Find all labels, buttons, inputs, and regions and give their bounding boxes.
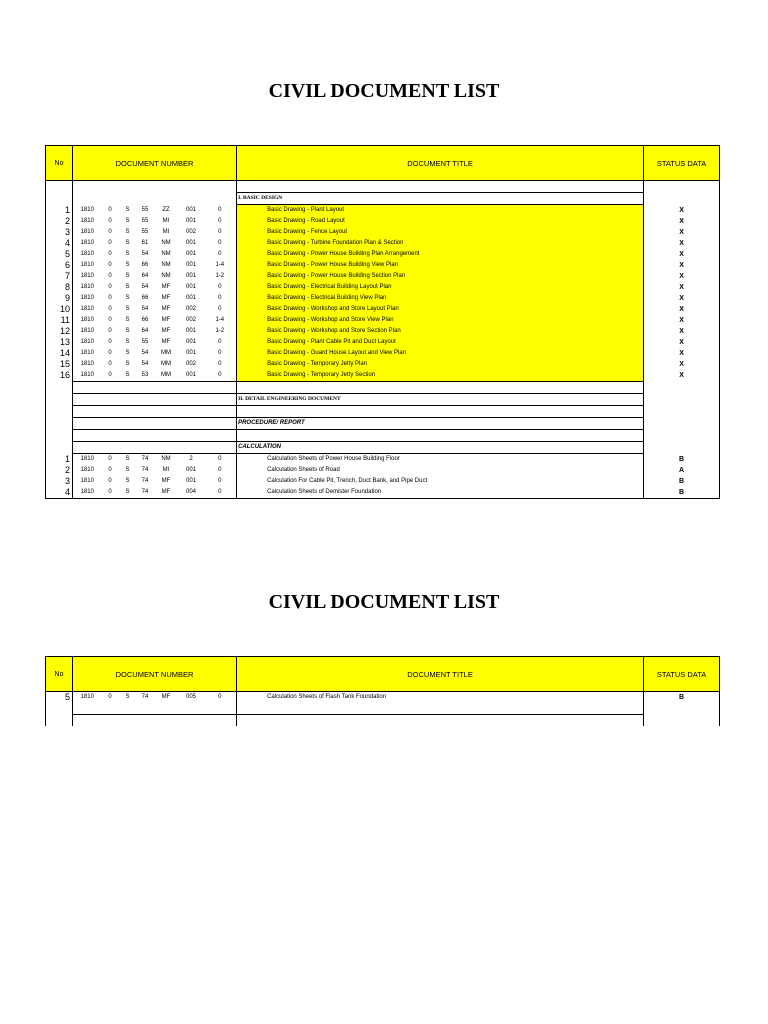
status-data: X <box>644 370 720 382</box>
doc-number-part: 0 <box>108 218 112 224</box>
doc-number-part: 001 <box>185 218 196 224</box>
doc-number-part: S <box>125 372 130 378</box>
doc-number-part: ZZ <box>162 206 170 213</box>
doc-number-part: 0 <box>108 240 112 246</box>
row-no: 2 <box>46 465 73 476</box>
table-row <box>46 249 720 260</box>
doc-number-part: 66 <box>141 317 149 323</box>
doc-number-empty <box>73 430 237 442</box>
doc-number-part: 74 <box>141 467 149 473</box>
doc-number-part: S <box>125 694 130 700</box>
spacer <box>237 430 644 442</box>
doc-number-part: S <box>125 350 130 356</box>
doc-number-part: 0 <box>204 465 237 476</box>
doc-number-part: 55 <box>141 206 149 213</box>
doc-number-part: NM <box>161 262 171 268</box>
doc-number-part: S <box>125 218 130 224</box>
doc-number-part: 74 <box>141 478 149 484</box>
row-no: 12 <box>46 326 73 337</box>
document-title: Basic Drawing - Temporary Jetty Section <box>237 370 644 382</box>
doc-number-part: 53 <box>141 372 149 378</box>
doc-number-part: 0 <box>108 306 112 312</box>
status-data: X <box>644 304 720 315</box>
doc-number-part: 0 <box>108 350 112 356</box>
row-no: 14 <box>46 348 73 359</box>
doc-number-part: MI <box>162 467 170 473</box>
doc-number-part: 0 <box>204 487 237 499</box>
doc-number-part: 0 <box>108 456 112 462</box>
doc-number-part: 0 <box>108 339 112 345</box>
doc-number-part: S <box>125 206 130 213</box>
doc-number-part: 61 <box>141 240 149 246</box>
doc-number-part: 74 <box>141 456 149 462</box>
doc-number-part: 001 <box>185 262 196 268</box>
doc-number-part: 0 <box>108 229 112 235</box>
page-title-2: CIVIL DOCUMENT LIST <box>268 591 500 613</box>
doc-number-part: 0 <box>108 295 112 301</box>
doc-number-part: NM <box>161 251 171 257</box>
doc-number-empty <box>73 406 237 418</box>
doc-number-part: 1810 <box>73 260 102 271</box>
doc-number-part: 1810 <box>73 315 102 326</box>
doc-number-part: 2 <box>189 456 193 462</box>
doc-number-part: MF <box>154 487 179 499</box>
doc-number-part: 0 <box>102 487 119 499</box>
row-no-empty <box>46 181 73 193</box>
document-title: Basic Drawing - Plant Cable Pit and Duct Layout <box>237 337 644 348</box>
doc-number-part: MF <box>161 328 171 334</box>
doc-number-part: 55 <box>141 229 149 235</box>
doc-number-part: MF <box>161 694 171 700</box>
status-data: X <box>644 205 720 217</box>
doc-number-part: S <box>125 273 130 279</box>
row-no: 5 <box>46 249 73 260</box>
doc-number-part: 0 <box>108 284 112 290</box>
status-empty <box>644 382 720 394</box>
doc-number-part: 1810 <box>73 476 102 487</box>
doc-number-part: 1810 <box>73 227 102 238</box>
status-data: X <box>644 348 720 359</box>
doc-number-part: 64 <box>141 273 149 279</box>
doc-number-part: 0 <box>204 454 237 466</box>
doc-number-part: 0 <box>108 206 112 213</box>
doc-number-part: 1810 <box>73 293 102 304</box>
row-no-empty <box>46 382 73 394</box>
doc-number-part: S <box>125 456 130 462</box>
table-row <box>46 359 720 370</box>
doc-number-part: S <box>125 262 130 268</box>
doc-number-part: 0 <box>204 205 237 217</box>
subsection-heading-row <box>46 418 720 430</box>
table-row <box>46 293 720 304</box>
doc-number-part: S <box>125 317 130 323</box>
doc-number-part: 0 <box>108 328 112 334</box>
doc-number-part: 0 <box>204 370 237 382</box>
doc-number-part: 1-2 <box>204 271 237 282</box>
doc-number-part: 54 <box>141 350 149 356</box>
doc-number-part: 0 <box>204 216 237 227</box>
doc-number-part: 0 <box>204 692 237 704</box>
subsection-heading: CALCULATION <box>237 442 644 454</box>
document-title: Basic Drawing - Plant Layout <box>237 205 644 217</box>
document-title: Basic Drawing - Turbine Foundation Plan & Section <box>237 238 644 249</box>
subsection-heading-row <box>46 442 720 454</box>
doc-number-part: 001 <box>185 251 196 257</box>
doc-number-part: 66 <box>141 295 149 301</box>
table-row <box>46 465 720 476</box>
doc-number-part: 1810 <box>73 454 102 466</box>
row-no-empty <box>46 418 73 430</box>
doc-number-part: 001 <box>185 206 196 213</box>
doc-number-empty <box>73 418 237 430</box>
row-no: 6 <box>46 260 73 271</box>
header-document-title: DOCUMENT TITLE <box>237 657 644 692</box>
doc-number-part: NM <box>161 240 171 246</box>
page-title: CIVIL DOCUMENT LIST <box>268 80 500 102</box>
document-title: Calculation Sheets of Demister Foundation <box>237 487 644 499</box>
header-no: No <box>46 657 73 692</box>
doc-number-part: 74 <box>137 487 154 499</box>
doc-number-part: 54 <box>141 361 149 367</box>
doc-number-part: 1810 <box>73 370 102 382</box>
section-heading: I. BASIC DESIGN <box>237 193 644 205</box>
doc-number-part: S <box>125 478 130 484</box>
spacer <box>237 406 644 418</box>
doc-number-part: S <box>125 251 130 257</box>
table-row <box>46 282 720 293</box>
document-table <box>45 145 720 499</box>
status-data: B <box>644 476 720 487</box>
doc-number-part: 001 <box>185 350 196 356</box>
header-document-number: DOCUMENT NUMBER <box>73 657 237 692</box>
table-row <box>46 216 720 227</box>
status-empty <box>644 181 720 193</box>
doc-number-part: S <box>119 487 137 499</box>
doc-number-part: MF <box>161 306 171 312</box>
row-no-empty <box>46 394 73 406</box>
row-no: 5 <box>46 692 73 704</box>
header-status-data: STATUS DATA <box>644 146 720 181</box>
doc-number-empty <box>73 193 237 205</box>
spacer-row <box>46 430 720 442</box>
doc-number-part: 1810 <box>73 348 102 359</box>
status-data: X <box>644 315 720 326</box>
doc-number-part: 1-4 <box>204 315 237 326</box>
status-data: X <box>644 337 720 348</box>
status-empty <box>644 193 720 205</box>
row-no: 16 <box>46 370 73 382</box>
doc-number-part: 0 <box>108 262 112 268</box>
row-no-empty <box>46 442 73 454</box>
table-row <box>46 315 720 326</box>
table-header-row <box>46 657 720 692</box>
doc-number-part: MI <box>162 218 170 224</box>
doc-number-part: 0 <box>204 282 237 293</box>
section-heading-row <box>46 394 720 406</box>
doc-number-part: 0 <box>204 238 237 249</box>
doc-number-part: 74 <box>141 694 149 700</box>
row-no: 7 <box>46 271 73 282</box>
section-heading-row <box>46 193 720 205</box>
subsection-heading: PROCEDURE/ REPORT <box>237 418 644 430</box>
doc-number-part: S <box>125 229 130 235</box>
row-no: 3 <box>46 476 73 487</box>
document-title: Basic Drawing - Workshop and Store Layout Plan <box>237 304 644 315</box>
doc-number-part: 0 <box>108 251 112 257</box>
table-row <box>46 271 720 282</box>
status-data: X <box>644 293 720 304</box>
spacer <box>237 181 644 193</box>
spacer-row <box>46 703 720 715</box>
doc-number-empty <box>73 394 237 406</box>
row-no-empty <box>46 193 73 205</box>
doc-number-part: 001 <box>185 240 196 246</box>
doc-number-part: 55 <box>141 339 149 345</box>
doc-number-part: MM <box>161 361 171 367</box>
spacer <box>237 715 644 727</box>
doc-number-part: 002 <box>185 306 196 312</box>
row-no: 10 <box>46 304 73 315</box>
doc-number-part: S <box>125 306 130 312</box>
document-title: Calculation For Cable Pit, Trench, Duct Bank, and Pipe Duct <box>237 476 644 487</box>
row-no: 4 <box>46 487 73 499</box>
doc-number-part: 64 <box>141 328 149 334</box>
table-row <box>46 326 720 337</box>
doc-number-empty <box>73 382 237 394</box>
row-no-empty <box>46 715 73 727</box>
doc-number-part: 001 <box>185 372 196 378</box>
row-no: 1 <box>46 454 73 466</box>
doc-number-part: 1810 <box>73 304 102 315</box>
doc-number-part: 001 <box>185 273 196 279</box>
status-empty <box>644 406 720 418</box>
doc-number-part: 0 <box>204 227 237 238</box>
document-title: Basic Drawing - Fence Layout <box>237 227 644 238</box>
table-row <box>46 227 720 238</box>
doc-number-empty <box>73 181 237 193</box>
document-title: Basic Drawing - Workshop and Store Section Plan <box>237 326 644 337</box>
doc-number-part: 1810 <box>73 249 102 260</box>
doc-number-part: 0 <box>108 694 112 700</box>
row-no: 3 <box>46 227 73 238</box>
doc-number-part: 0 <box>108 478 112 484</box>
doc-number-part: MI <box>162 229 170 235</box>
doc-number-part: MF <box>161 339 171 345</box>
status-data: X <box>644 216 720 227</box>
status-data: X <box>644 238 720 249</box>
spacer <box>237 703 644 715</box>
status-data: B <box>644 692 720 704</box>
status-data: X <box>644 359 720 370</box>
doc-number-part: 55 <box>141 218 149 224</box>
section-heading: II. DETAIL ENGINEERING DOCUMENT <box>237 394 644 406</box>
doc-number-part: 001 <box>185 328 196 334</box>
doc-number-part: 54 <box>141 284 149 290</box>
doc-number-part: 1810 <box>73 487 102 499</box>
doc-number-part: S <box>125 328 130 334</box>
status-empty <box>644 703 720 715</box>
table-row <box>46 260 720 271</box>
spacer-row <box>46 715 720 727</box>
status-empty <box>644 442 720 454</box>
doc-number-part: 1810 <box>73 337 102 348</box>
doc-number-part: S <box>125 361 130 367</box>
doc-number-part: 1-4 <box>204 260 237 271</box>
table-row <box>46 337 720 348</box>
status-empty <box>644 418 720 430</box>
doc-number-part: 0 <box>108 372 112 378</box>
table-row <box>46 454 720 466</box>
row-no-empty <box>46 703 73 715</box>
doc-number-part: 001 <box>185 295 196 301</box>
doc-number-part: 1-2 <box>204 326 237 337</box>
table-row <box>46 692 720 704</box>
doc-number-part: MF <box>161 295 171 301</box>
doc-number-part: 1810 <box>73 205 102 217</box>
doc-number-part: NM <box>161 456 171 462</box>
document-title: Calculation Sheets of Road <box>237 465 644 476</box>
doc-number-part: S <box>125 467 130 473</box>
doc-number-part: 0 <box>204 249 237 260</box>
doc-number-part: MF <box>161 478 171 484</box>
doc-number-part: 004 <box>179 487 204 499</box>
status-empty <box>644 394 720 406</box>
row-no: 11 <box>46 315 73 326</box>
row-no: 13 <box>46 337 73 348</box>
doc-number-part: 0 <box>204 293 237 304</box>
doc-number-part: 0 <box>204 337 237 348</box>
status-data: X <box>644 260 720 271</box>
table-row <box>46 370 720 382</box>
document-title: Basic Drawing - Power House Building View Plan <box>237 260 644 271</box>
header-document-number: DOCUMENT NUMBER <box>73 146 237 181</box>
doc-number-empty <box>73 715 237 727</box>
document-table-2 <box>45 656 720 726</box>
document-title: Basic Drawing - Electrical Building Layout Plan <box>237 282 644 293</box>
doc-number-part: MM <box>161 372 171 378</box>
spacer-row <box>46 181 720 193</box>
table-row <box>46 487 720 499</box>
doc-number-part: 002 <box>185 361 196 367</box>
doc-number-part: 0 <box>108 361 112 367</box>
header-document-title: DOCUMENT TITLE <box>237 146 644 181</box>
doc-number-part: 66 <box>141 262 149 268</box>
doc-number-part: 001 <box>185 478 196 484</box>
status-data: X <box>644 249 720 260</box>
spacer-row <box>46 406 720 418</box>
document-title: Basic Drawing - Power House Building Plan Arrangement <box>237 249 644 260</box>
table-header-row <box>46 146 720 181</box>
doc-number-part: 1810 <box>73 465 102 476</box>
status-data: X <box>644 227 720 238</box>
status-data: X <box>644 326 720 337</box>
doc-number-part: 001 <box>185 339 196 345</box>
doc-number-part: 1810 <box>73 359 102 370</box>
doc-number-part: MF <box>161 284 171 290</box>
spacer-row <box>46 382 720 394</box>
status-data: B <box>644 454 720 466</box>
row-no-empty <box>46 406 73 418</box>
doc-number-part: 002 <box>185 317 196 323</box>
document-title: Basic Drawing - Temporary Jetty Plan <box>237 359 644 370</box>
document-title: Basic Drawing - Electrical Building View Plan <box>237 293 644 304</box>
doc-number-part: 005 <box>185 694 196 700</box>
row-no: 2 <box>46 216 73 227</box>
table-row <box>46 304 720 315</box>
row-no: 8 <box>46 282 73 293</box>
doc-number-part: MM <box>161 350 171 356</box>
doc-number-part: 0 <box>204 348 237 359</box>
doc-number-part: 1810 <box>73 326 102 337</box>
row-no: 9 <box>46 293 73 304</box>
doc-number-part: S <box>125 284 130 290</box>
document-title: Calculation Sheets of Flash Tank Foundation <box>237 692 644 704</box>
doc-number-part: 0 <box>108 273 112 279</box>
table-row <box>46 238 720 249</box>
row-no: 15 <box>46 359 73 370</box>
doc-number-part: 002 <box>185 229 196 235</box>
doc-number-part: 1810 <box>73 282 102 293</box>
doc-number-part: S <box>125 339 130 345</box>
doc-number-part: 1810 <box>73 692 102 704</box>
doc-number-part: 1810 <box>73 271 102 282</box>
status-data: B <box>644 487 720 499</box>
doc-number-part: 1810 <box>73 216 102 227</box>
header-status-data: STATUS DATA <box>644 657 720 692</box>
row-no: 1 <box>46 205 73 217</box>
status-empty <box>644 430 720 442</box>
doc-number-part: MF <box>161 317 171 323</box>
doc-number-part: 0 <box>108 467 112 473</box>
doc-number-part: S <box>125 295 130 301</box>
document-title: Basic Drawing - Guard House Layout and View Plan <box>237 348 644 359</box>
table-row <box>46 205 720 217</box>
doc-number-part: 001 <box>185 284 196 290</box>
doc-number-part: S <box>125 240 130 246</box>
doc-number-part: 0 <box>204 359 237 370</box>
doc-number-empty <box>73 703 237 715</box>
doc-number-part: 0 <box>108 317 112 323</box>
doc-number-part: NM <box>161 273 171 279</box>
document-title: Basic Drawing - Power House Building Section Plan <box>237 271 644 282</box>
doc-number-part: 1810 <box>73 238 102 249</box>
status-data: A <box>644 465 720 476</box>
document-title: Calculation Sheets of Power House Building Floor <box>237 454 644 466</box>
status-data: X <box>644 282 720 293</box>
document-title: Basic Drawing - Workshop and Store View Plan <box>237 315 644 326</box>
row-no: 4 <box>46 238 73 249</box>
doc-number-empty <box>73 442 237 454</box>
document-title: Basic Drawing - Road Layout <box>237 216 644 227</box>
table-row <box>46 476 720 487</box>
status-data: X <box>644 271 720 282</box>
doc-number-part: 0 <box>204 304 237 315</box>
doc-number-part: 001 <box>185 467 196 473</box>
doc-number-part: 54 <box>141 306 149 312</box>
header-no: No <box>46 146 73 181</box>
row-no-empty <box>46 430 73 442</box>
spacer <box>237 382 644 394</box>
doc-number-part: 54 <box>141 251 149 257</box>
doc-number-part: 0 <box>204 476 237 487</box>
table-row <box>46 348 720 359</box>
status-empty <box>644 715 720 727</box>
